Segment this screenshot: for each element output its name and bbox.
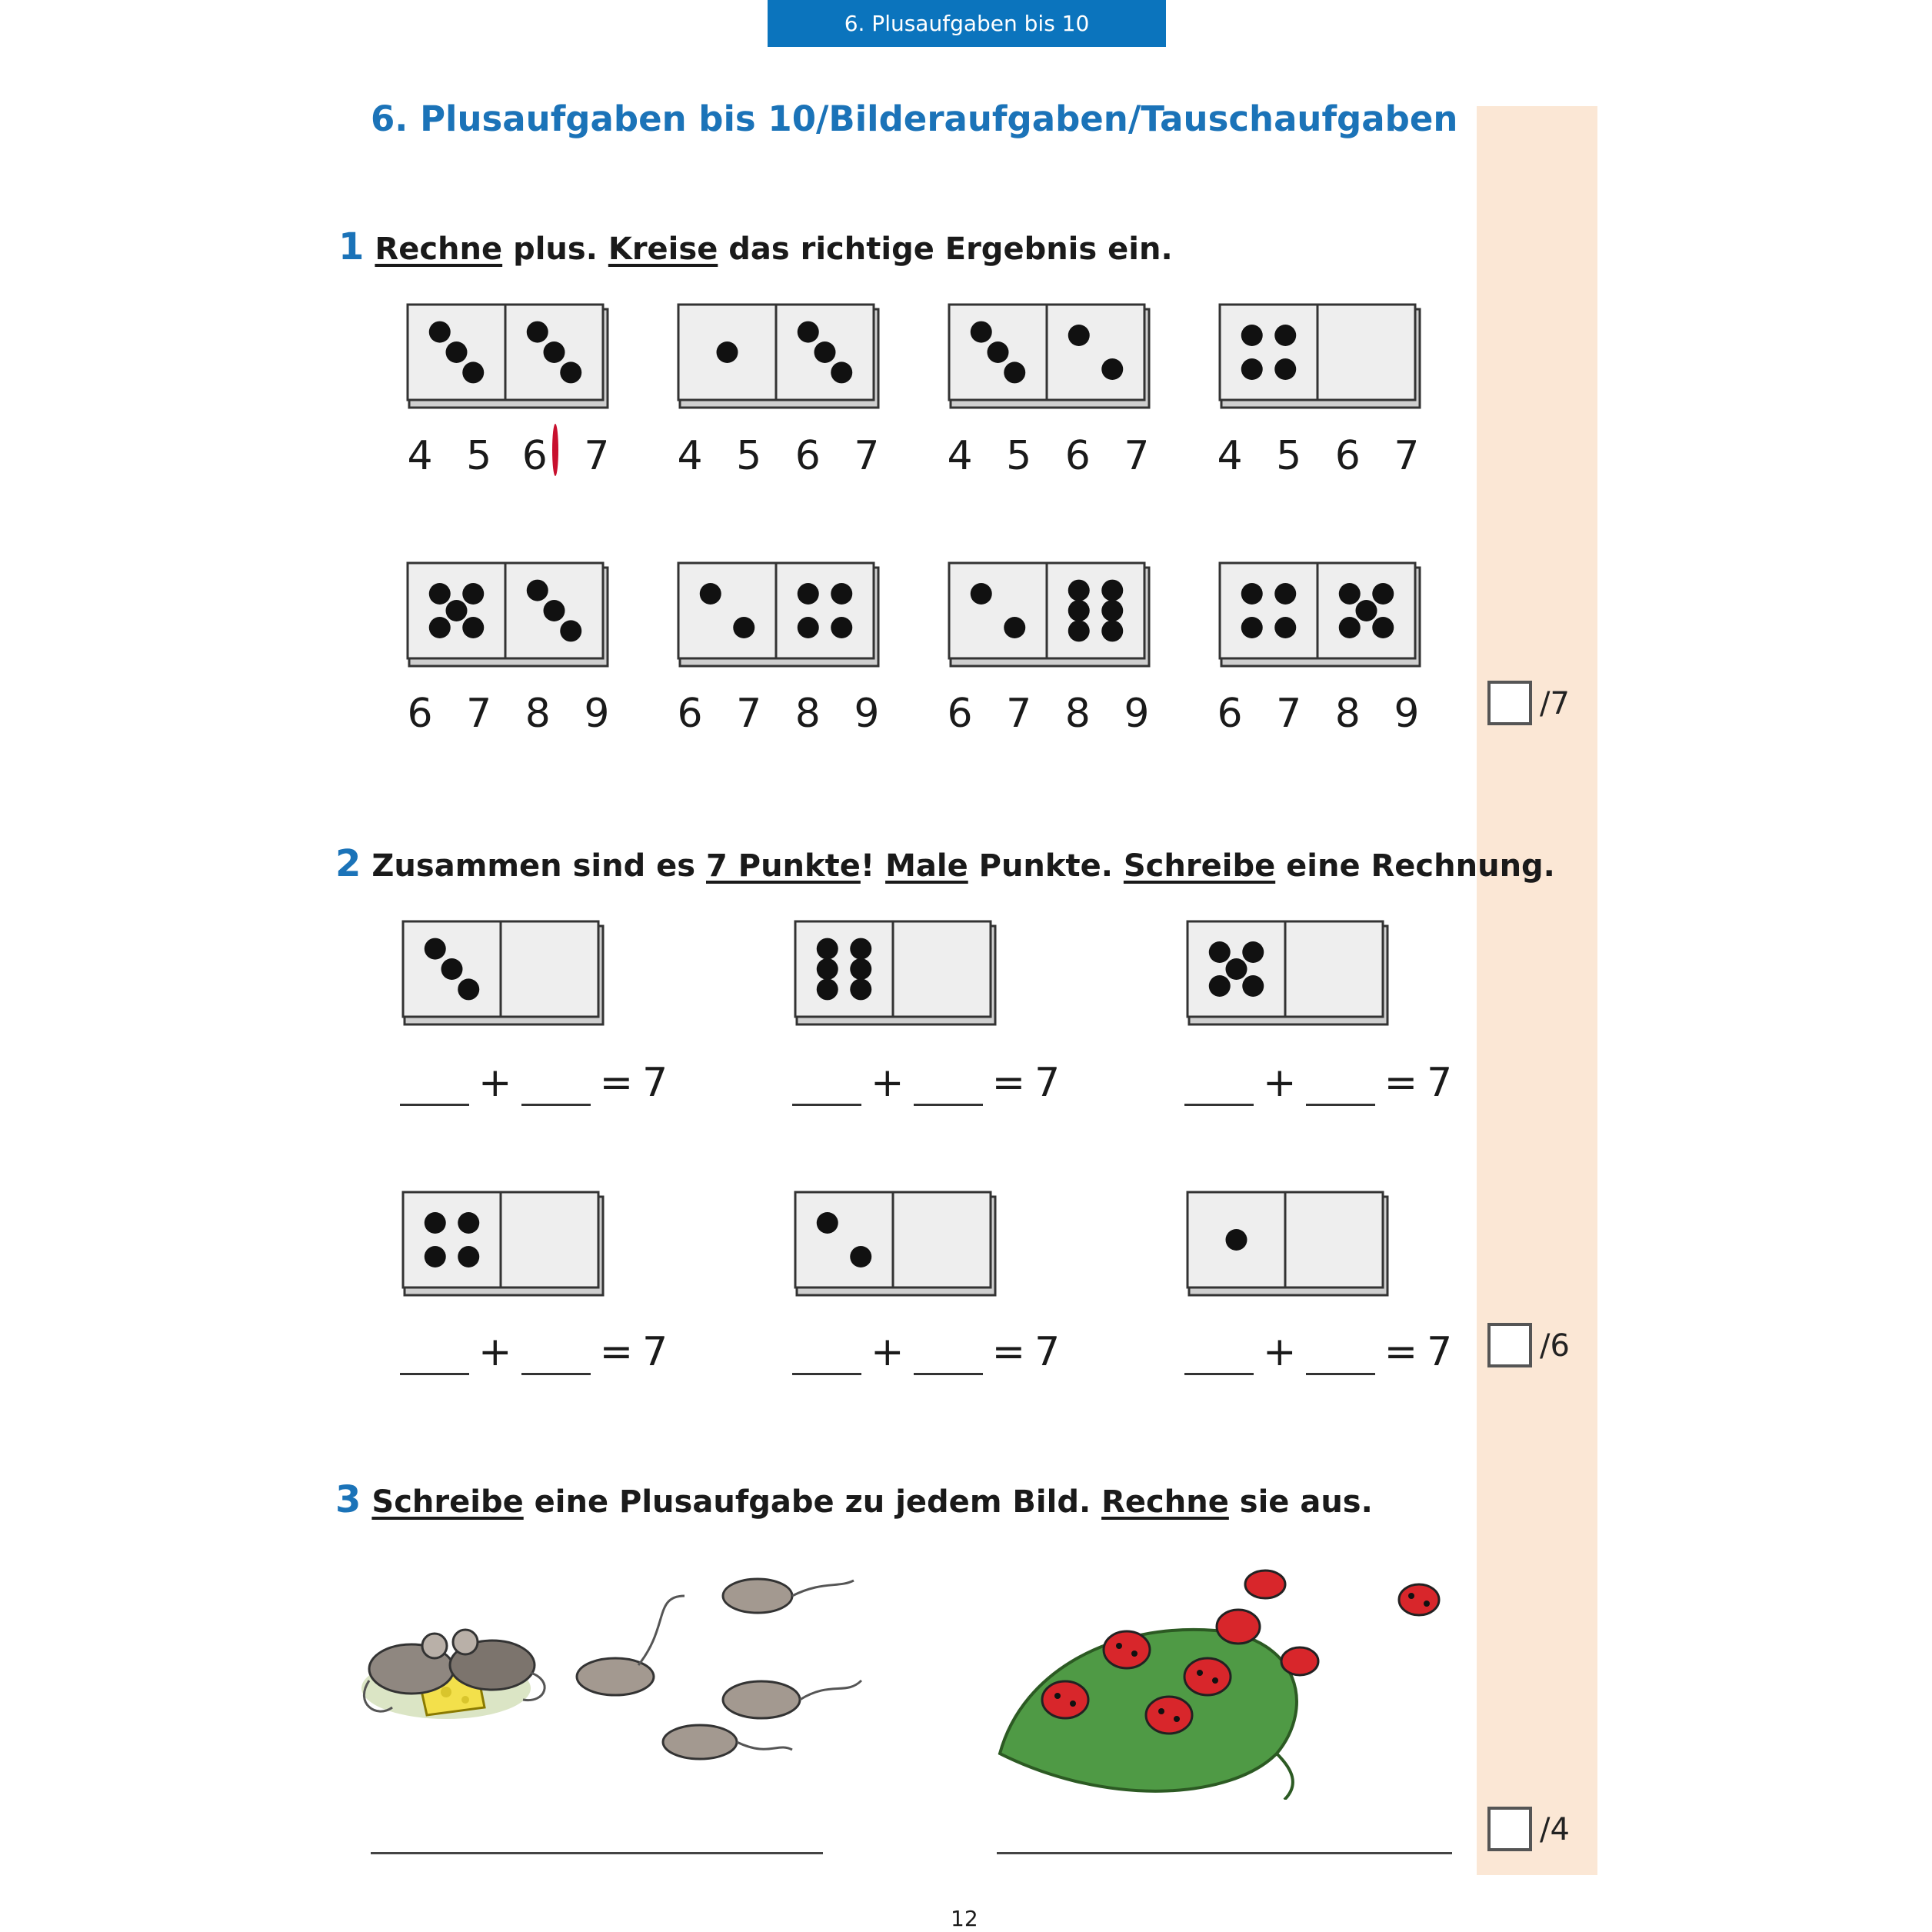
domino-pip [446, 600, 468, 621]
option[interactable]: 6 [1334, 433, 1361, 479]
blank-input[interactable] [400, 1067, 469, 1106]
score-label-1: /7 [1540, 686, 1570, 721]
domino-pip [1241, 583, 1263, 605]
domino-2 [677, 303, 880, 409]
blank-input[interactable] [914, 1336, 983, 1375]
equals-sign: = [991, 1060, 1026, 1106]
answer-options [1203, 691, 1434, 737]
option[interactable]: 6 [794, 433, 821, 479]
instruction-text: plus. [502, 232, 608, 267]
equation [788, 1329, 1064, 1375]
verb-schreibe: Schreibe [1123, 848, 1276, 884]
option[interactable]: 8 [1334, 691, 1361, 737]
domino-pip [850, 938, 871, 960]
domino-icon [401, 1191, 605, 1297]
domino-pip [1274, 358, 1296, 380]
domino-icon [677, 303, 880, 409]
option[interactable]: 7 [466, 691, 492, 737]
domino-left-half [678, 563, 776, 658]
domino-pip [1226, 1229, 1247, 1251]
domino-pip [1068, 620, 1090, 641]
page-number: 12 [951, 1906, 978, 1931]
option[interactable]: 8 [525, 691, 551, 737]
option[interactable]: 4 [947, 433, 973, 479]
domino-pip [1101, 358, 1123, 380]
option[interactable]: 4 [677, 433, 703, 479]
domino-pip [850, 1246, 871, 1267]
domino-pip [1356, 600, 1377, 621]
option[interactable]: 5 [1006, 433, 1032, 479]
blank-input[interactable] [400, 1336, 469, 1375]
option[interactable]: 9 [854, 691, 880, 737]
equals-sign: = [1384, 1329, 1418, 1375]
task-number: 2 [335, 842, 361, 885]
answer-options [933, 691, 1164, 737]
domino-pip [817, 978, 838, 1000]
answer-circle [552, 424, 558, 476]
domino-icon [401, 920, 605, 1026]
score-label-2: /6 [1540, 1328, 1570, 1364]
domino-pip [817, 958, 838, 980]
domino-right-half [501, 921, 598, 1017]
task-1-instruction [338, 225, 1173, 268]
answer-options [933, 433, 1164, 479]
domino-icon [794, 920, 997, 1026]
score-box-3[interactable] [1487, 1807, 1532, 1851]
instruction-text: sie aus. [1228, 1484, 1373, 1520]
option-circled[interactable]: 6 [511, 433, 565, 479]
domino-pip [1241, 358, 1263, 380]
domino-right-half [501, 1192, 598, 1287]
option[interactable]: 6 [1064, 433, 1091, 479]
page-title: 6. Plusaufgaben bis 10/Bilderaufgaben/Tauschaufgaben [371, 98, 1458, 139]
score-box-1[interactable] [1487, 681, 1532, 725]
option[interactable]: 8 [1064, 691, 1091, 737]
task-2-instruction [335, 842, 1555, 885]
domino-pip [1241, 325, 1263, 346]
domino-1 [406, 303, 609, 409]
domino-pip [1068, 325, 1090, 346]
domino-left-half [795, 1192, 893, 1287]
domino-pip [971, 583, 992, 605]
domino-pip [1241, 617, 1263, 638]
domino-pip [544, 600, 565, 621]
domino-icon [948, 303, 1151, 409]
option[interactable]: 7 [1276, 691, 1302, 737]
domino-task2-2 [794, 920, 997, 1026]
domino-pip [458, 978, 479, 1000]
domino-icon [406, 561, 609, 668]
domino-3 [948, 303, 1151, 409]
domino-right-half [1285, 921, 1383, 1017]
option[interactable]: 7 [1394, 433, 1420, 479]
domino-pip [850, 958, 871, 980]
domino-pip [1101, 600, 1123, 621]
domino-pip [831, 617, 852, 638]
domino-icon [1218, 303, 1421, 409]
domino-8 [1218, 561, 1421, 668]
verb-schreibe: Schreibe [371, 1484, 524, 1520]
domino-icon [794, 1191, 997, 1297]
instruction-text: ! [860, 848, 886, 884]
blank-input[interactable] [1306, 1336, 1375, 1375]
blank-input[interactable] [914, 1067, 983, 1106]
answer-options [393, 433, 624, 479]
domino-task2-1 [401, 920, 605, 1026]
domino-pip [817, 938, 838, 960]
domino-right-half [1285, 1192, 1383, 1287]
domino-task2-5 [794, 1191, 997, 1297]
domino-right-half [1047, 563, 1144, 658]
score-box-2[interactable] [1487, 1323, 1532, 1367]
domino-pip [441, 958, 463, 980]
domino-right-half [1047, 305, 1144, 400]
domino-icon [1186, 1191, 1389, 1297]
equation [1180, 1329, 1457, 1375]
domino-pip [700, 583, 721, 605]
domino-pip [1004, 617, 1025, 638]
domino-pip [1226, 958, 1247, 980]
domino-pip [817, 1212, 838, 1234]
score-label-3: /4 [1540, 1812, 1570, 1847]
verb-rechne: Rechne [1101, 1484, 1229, 1520]
domino-pip [1242, 975, 1264, 997]
equals-sign: = [599, 1060, 634, 1106]
option[interactable]: 7 [736, 691, 762, 737]
domino-pip [1339, 617, 1361, 638]
task-number: 1 [338, 225, 365, 268]
equation [395, 1329, 672, 1375]
plus-sign: + [478, 1329, 512, 1375]
task-3-instruction [335, 1478, 1373, 1521]
answer-options [1203, 433, 1434, 479]
plus-sign: + [1263, 1060, 1297, 1106]
domino-pip [1274, 325, 1296, 346]
ladybugs-illustration [992, 1554, 1469, 1803]
equals-sign: = [1384, 1060, 1418, 1106]
verb-rechne: Rechne [375, 232, 503, 267]
domino-pip [1274, 617, 1296, 638]
domino-task2-3 [1186, 920, 1389, 1026]
domino-icon [1186, 920, 1389, 1026]
blank-input[interactable] [1184, 1067, 1254, 1106]
domino-pip [544, 341, 565, 363]
option[interactable]: 5 [1276, 433, 1302, 479]
option[interactable]: 5 [736, 433, 762, 479]
verb-kreise: Kreise [608, 232, 718, 267]
domino-pip [1372, 583, 1394, 605]
plus-sign: + [871, 1060, 904, 1106]
domino-pip [527, 321, 548, 343]
mice-icon [361, 1565, 869, 1780]
result: 7 [1034, 1329, 1061, 1375]
blank-input[interactable] [1306, 1067, 1375, 1106]
domino-pip [429, 617, 451, 638]
domino-4 [1218, 303, 1421, 409]
domino-icon [406, 303, 609, 409]
result: 7 [1427, 1060, 1453, 1106]
domino-pip [1068, 580, 1090, 601]
result: 7 [1034, 1060, 1061, 1106]
domino-pip [1339, 583, 1361, 605]
instruction-text: Zusammen sind es [371, 848, 706, 884]
option[interactable]: 6 [1217, 691, 1243, 737]
domino-pip [425, 1212, 446, 1234]
result: 7 [642, 1329, 668, 1375]
domino-pip [831, 583, 852, 605]
answer-options [393, 691, 624, 737]
plus-sign: + [478, 1060, 512, 1106]
domino-pip [560, 361, 581, 383]
instruction-text: Punkte. [968, 848, 1124, 884]
option[interactable]: 4 [407, 433, 433, 479]
mice-illustration [361, 1565, 869, 1784]
domino-pip [1101, 620, 1123, 641]
domino-6 [677, 561, 880, 668]
ladybug-icon [992, 1554, 1469, 1800]
option[interactable]: 9 [1124, 691, 1150, 737]
result: 7 [1427, 1329, 1453, 1375]
blank-input[interactable] [521, 1336, 591, 1375]
chapter-tab: 6. Plusaufgaben bis 10 [768, 0, 1166, 47]
option[interactable]: 6 [947, 691, 973, 737]
plus-sign: + [871, 1329, 904, 1375]
answer-options [663, 691, 894, 737]
equation [395, 1060, 672, 1106]
domino-pip [458, 1246, 479, 1267]
domino-pip [988, 341, 1009, 363]
domino-left-half [1220, 563, 1317, 658]
domino-left-half [403, 1192, 501, 1287]
domino-pip [814, 341, 836, 363]
domino-pip [733, 617, 754, 638]
domino-7 [948, 561, 1151, 668]
domino-pip [560, 620, 581, 641]
domino-pip [1004, 361, 1025, 383]
domino-pip [462, 617, 484, 638]
score-sidebar [1477, 106, 1597, 1875]
domino-task2-6 [1186, 1191, 1389, 1297]
blank-input[interactable] [1184, 1336, 1254, 1375]
option[interactable]: 9 [584, 691, 610, 737]
option[interactable]: 7 [584, 433, 610, 479]
domino-icon [1218, 561, 1421, 668]
domino-5 [406, 561, 609, 668]
option[interactable]: 7 [1124, 433, 1150, 479]
option[interactable]: 4 [1217, 433, 1243, 479]
domino-left-half [795, 921, 893, 1017]
domino-pip [425, 1246, 446, 1267]
domino-pip [1101, 580, 1123, 601]
domino-icon [948, 561, 1151, 668]
instruction-text: eine Plusaufgabe zu jedem Bild. [523, 1484, 1102, 1520]
verb-male: Male [885, 848, 968, 884]
domino-right-half [893, 1192, 991, 1287]
domino-pip [1068, 600, 1090, 621]
plus-sign: + [1263, 1329, 1297, 1375]
answer-options [663, 433, 894, 479]
option[interactable]: 6 [407, 691, 433, 737]
answer-line[interactable] [997, 1852, 1452, 1854]
equals-sign: = [991, 1329, 1026, 1375]
domino-pip [1372, 617, 1394, 638]
domino-pip [831, 361, 852, 383]
domino-pip [1274, 583, 1296, 605]
answer-line[interactable] [371, 1852, 823, 1854]
domino-pip [1209, 941, 1231, 963]
option[interactable]: 8 [794, 691, 821, 737]
domino-right-half [1317, 305, 1415, 400]
domino-pip [1209, 975, 1231, 997]
option[interactable]: 9 [1394, 691, 1420, 737]
domino-pip [462, 583, 484, 605]
domino-pip [798, 583, 819, 605]
equals-sign: = [599, 1329, 634, 1375]
blank-input[interactable] [792, 1067, 861, 1106]
domino-task2-4 [401, 1191, 605, 1297]
domino-icon [677, 561, 880, 668]
domino-pip [850, 978, 871, 1000]
domino-left-half [949, 563, 1047, 658]
instruction-text: das richtige Ergebnis ein. [718, 232, 1173, 267]
option[interactable]: 6 [677, 691, 703, 737]
blank-input[interactable] [792, 1336, 861, 1375]
domino-right-half [776, 563, 874, 658]
option[interactable]: 7 [854, 433, 880, 479]
domino-pip [446, 341, 468, 363]
target-sum: 7 Punkte [706, 848, 861, 884]
equation [788, 1060, 1064, 1106]
domino-pip [798, 321, 819, 343]
domino-pip [717, 341, 738, 363]
task-number: 3 [335, 1478, 361, 1521]
option[interactable]: 7 [1006, 691, 1032, 737]
blank-input[interactable] [521, 1067, 591, 1106]
domino-left-half [1220, 305, 1317, 400]
domino-pip [429, 321, 451, 343]
equation [1180, 1060, 1457, 1106]
option[interactable]: 5 [466, 433, 492, 479]
domino-pip [798, 617, 819, 638]
domino-pip [971, 321, 992, 343]
result: 7 [642, 1060, 668, 1106]
instruction-text: eine Rechnung. [1275, 848, 1555, 884]
domino-pip [462, 361, 484, 383]
domino-pip [425, 938, 446, 960]
domino-right-half [893, 921, 991, 1017]
domino-pip [527, 580, 548, 601]
domino-pip [1242, 941, 1264, 963]
domino-pip [429, 583, 451, 605]
domino-pip [458, 1212, 479, 1234]
